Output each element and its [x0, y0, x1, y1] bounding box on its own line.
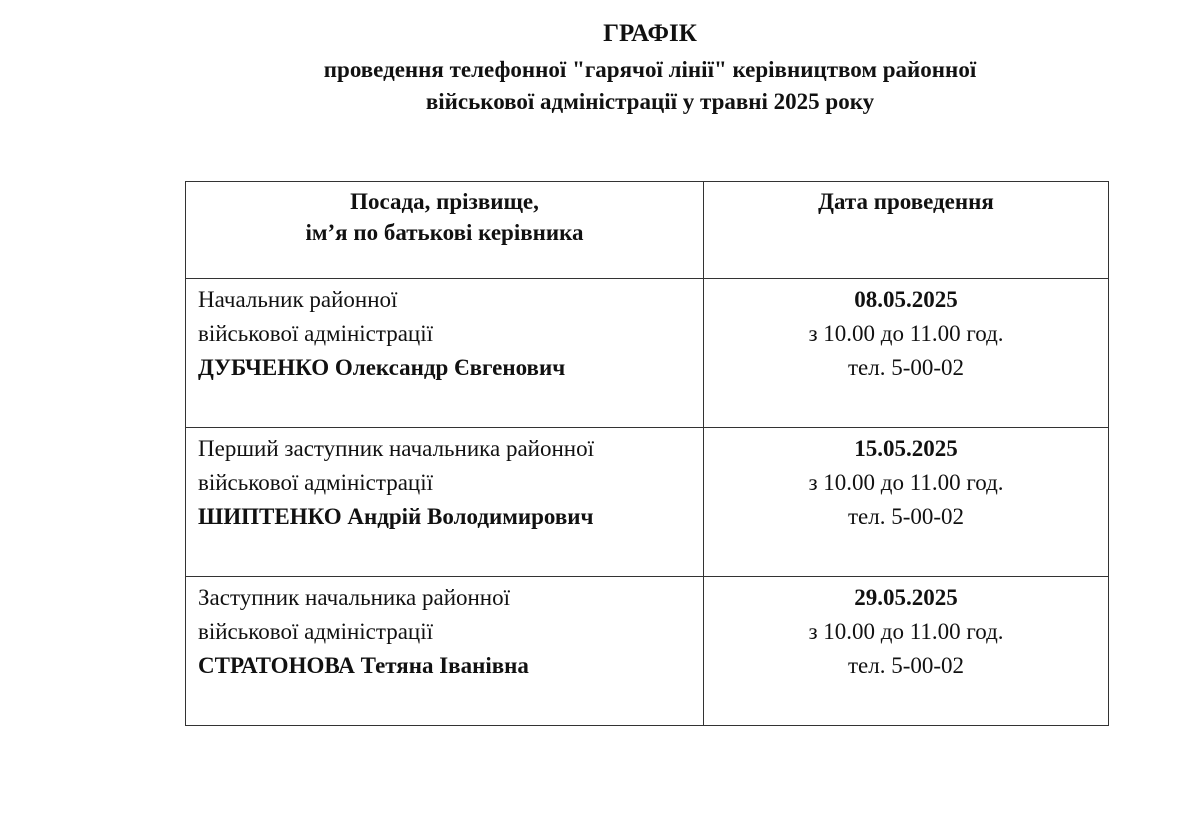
person-name: СТРАТОНОВА Тетяна Іванівна	[198, 653, 529, 678]
position-cell	[186, 577, 704, 726]
time-value: з 10.00 до 11.00 год.	[808, 321, 1004, 346]
position-org: військової адміністрації	[198, 470, 433, 495]
table-header-row	[186, 182, 1109, 279]
header-position	[186, 182, 704, 279]
position-title: Перший заступник начальника районної	[198, 436, 594, 461]
position-org: військової адміністрації	[198, 619, 433, 644]
time-value: з 10.00 до 11.00 год.	[808, 619, 1004, 644]
date-value: 29.05.2025	[854, 585, 958, 610]
header-date: Дата проведення	[704, 182, 1109, 279]
position-cell	[186, 279, 704, 428]
date-cell	[704, 428, 1109, 577]
schedule-table	[185, 181, 1109, 726]
document-title: ГРАФІК	[603, 20, 697, 47]
person-name: ДУБЧЕНКО Олександр Євгенович	[198, 355, 566, 380]
date-value: 15.05.2025	[854, 436, 958, 461]
phone-value: тел. 5-00-02	[847, 653, 965, 678]
position-org: військової адміністрації	[198, 321, 433, 346]
header-position-line-2: ім’я по батькові керівника	[305, 220, 584, 245]
position-title: Начальник районної	[198, 287, 398, 312]
time-value: з 10.00 до 11.00 год.	[808, 470, 1004, 495]
position-cell	[186, 428, 704, 577]
date-cell	[704, 279, 1109, 428]
date-value: 08.05.2025	[854, 287, 958, 312]
subtitle-line-2: військової адміністрації у травні 2025 року	[425, 89, 875, 114]
header-position-line-1: Посада, прізвище,	[350, 189, 539, 214]
phone-value: тел. 5-00-02	[847, 504, 965, 529]
document-subtitle	[0, 54, 1200, 118]
date-cell	[704, 577, 1109, 726]
person-name: ШИПТЕНКО Андрій Володимирович	[198, 504, 594, 529]
subtitle-line-1: проведення телефонної "гарячої лінії" керівництвом районної	[323, 57, 977, 82]
table-row	[186, 279, 1109, 428]
phone-value: тел. 5-00-02	[847, 355, 965, 380]
table-row	[186, 577, 1109, 726]
position-title: Заступник начальника районної	[198, 585, 511, 610]
table-row	[186, 428, 1109, 577]
